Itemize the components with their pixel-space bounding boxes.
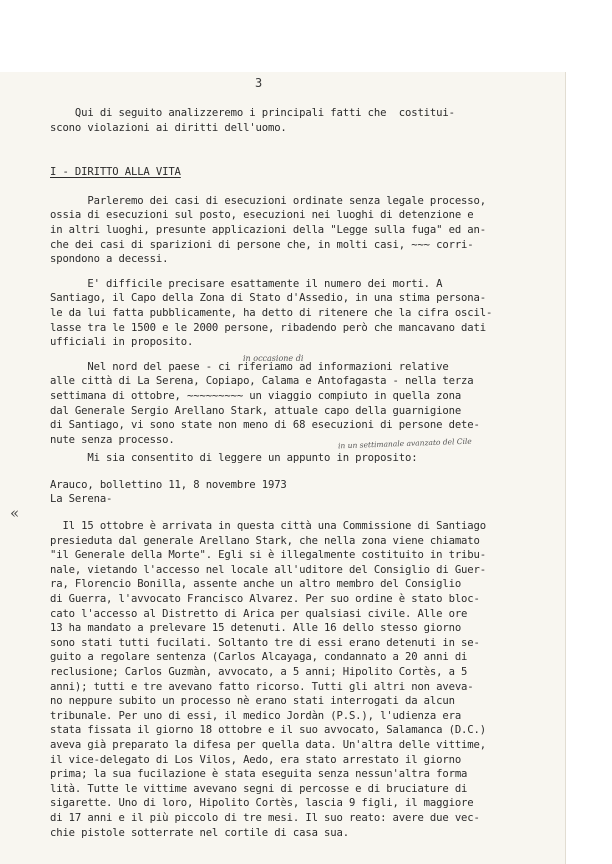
- text-line: alle città di La Serena, Copiapo, Calama e Antofagasta - nella terza: [50, 375, 474, 388]
- text-line: il vice-delegato di Los Vilos, Aedo, era stato arrestato il giorno: [50, 753, 462, 766]
- text-line: lasse tra le 1500 e le 2000 persone, ribadendo però che mancavano dati: [50, 321, 486, 334]
- text-line: no neppure subito un processo nè erano stati interrogati da alcun: [50, 695, 455, 708]
- paragraph-gap: [50, 267, 570, 277]
- document-page: [0, 72, 565, 864]
- page-number: 3: [255, 76, 263, 90]
- text-line: aveva già preparato la difesa per quella data. Un'altra delle vittime,: [50, 738, 486, 751]
- text-line: Santiago, il Capo della Zona di Stato d'Assedio, in una stima persona-: [50, 292, 486, 305]
- paragraph-gap: [50, 466, 570, 478]
- text-line: cato l'accesso al Distretto di Arica per qualsiasi civile. Alle ore: [50, 607, 468, 620]
- text-line: La Serena-: [50, 493, 113, 506]
- text-line: chie pistole sotterrate nel cortile di casa sua.: [50, 826, 349, 839]
- text-line: scono violazioni ai diritti dell'uomo.: [50, 121, 287, 134]
- text-line: settimana di ottobre, ~~~~~~~~~ un viaggio compiuto in quella zona: [50, 389, 462, 402]
- text-line: E' difficile precisare esattamente il numero dei morti. A: [50, 277, 443, 290]
- text-line: che dei casi di sparizioni di persone che, in molti casi, ~~~ corri-: [50, 238, 474, 251]
- quote-bracket-mark: «: [10, 504, 20, 522]
- text-line: ossia di esecuzioni sul posto, esecuzioni nei luoghi di detenzione e: [50, 209, 474, 222]
- text-line: "il Generale della Morte". Egli si è illegalmente costituito in tribu-: [50, 549, 486, 562]
- text-line: 13 ha mandato a prelevare 15 detenuti. Alle 16 dello stesso giorno: [50, 622, 462, 635]
- text-line: le da lui fatta pubblicamente, ha detto di ritenere che la cifra oscil-: [50, 306, 493, 319]
- paragraph-gap: [50, 135, 570, 165]
- text-line: reclusione; Carlos Guzmàn, avvocato, a 5 anni; Hipolito Cortès, a 5: [50, 666, 468, 678]
- text-line: Mi sia consentito di leggere un appunto in proposito:: [50, 452, 418, 465]
- text-line: Parleremo dei casi di esecuzioni ordinate senza legale processo,: [50, 194, 486, 207]
- text-line: presieduta dal generale Arellano Stark, che nella zona viene chiamato: [50, 534, 480, 547]
- text-line: anni); tutti e tre avevano fatto ricorso. Tutti gli altri non aveva-: [50, 680, 474, 693]
- text-line: spondono a decessi.: [50, 253, 169, 266]
- text-line: Nel nord del paese - ci riferiamo ad informazioni relative: [50, 360, 449, 373]
- text-line: guito a regolare sentenza (Carlos Alcayaga, condannato a 20 anni di: [50, 651, 468, 664]
- text-line: dal Generale Sergio Arellano Stark, attuale capo della guarnigione: [50, 404, 462, 417]
- text-line: Arauco, bollettino 11, 8 novembre 1973: [50, 478, 287, 491]
- overtyped-correction: in occasione di: [243, 354, 304, 363]
- text-line: in altri luoghi, presunte applicazioni della "Legge sulla fuga" ed an-: [50, 223, 486, 236]
- text-line: lità. Tutte le vittime avevano segni di percosse e di bruciature di: [50, 782, 468, 795]
- typewritten-body: [50, 106, 570, 840]
- text-line: nute senza processo.: [50, 433, 175, 446]
- text-line: tribunale. Per uno di essi, il medico Jordàn (P.S.), l'udienza era: [50, 709, 462, 722]
- text-line: di Guerra, l'avvocato Francisco Alvarez. Per suo ordine è stato bloc-: [50, 593, 480, 606]
- section-heading: I - DIRITTO ALLA VITA: [50, 166, 181, 179]
- text-line: nale, vietando l'accesso nel locale all'uditore del Consiglio di Guer-: [50, 563, 486, 576]
- text-line: stata fissata il giorno 18 ottobre e il suo avvocato, Salamanca (D.C.): [50, 724, 486, 737]
- paragraph-gap: [50, 350, 570, 360]
- text-line: Il 15 ottobre è arrivata in questa città una Commissione di Santiago: [50, 520, 486, 533]
- handwritten-annotation: in un settimanale avanzato del Cile: [337, 436, 472, 451]
- paragraph-gap: [50, 180, 570, 194]
- paragraph-gap: [50, 507, 570, 519]
- text-line: di Santiago, vi sono state non meno di 68 esecuzioni di persone dete-: [50, 419, 480, 432]
- text-line: ufficiali in proposito.: [50, 336, 194, 349]
- text-line: prima; la sua fucilazione è stata eseguita senza nessun'altra forma: [50, 768, 468, 781]
- text-line: ra, Florencio Bonilla, assente anche un altro membro del Consiglio: [50, 578, 462, 591]
- text-line: di 17 anni e il più piccolo di tre mesi. Il suo reato: avere due vec-: [50, 811, 480, 824]
- text-line: Qui di seguito analizzeremo i principali fatti che costitui-: [50, 107, 455, 119]
- text-line: sigarette. Uno di loro, Hipolito Cortès, lascia 9 figli, il maggiore: [50, 797, 474, 810]
- text-line: sono stati tutti fucilati. Soltanto tre di essi erano detenuti in se-: [50, 636, 480, 649]
